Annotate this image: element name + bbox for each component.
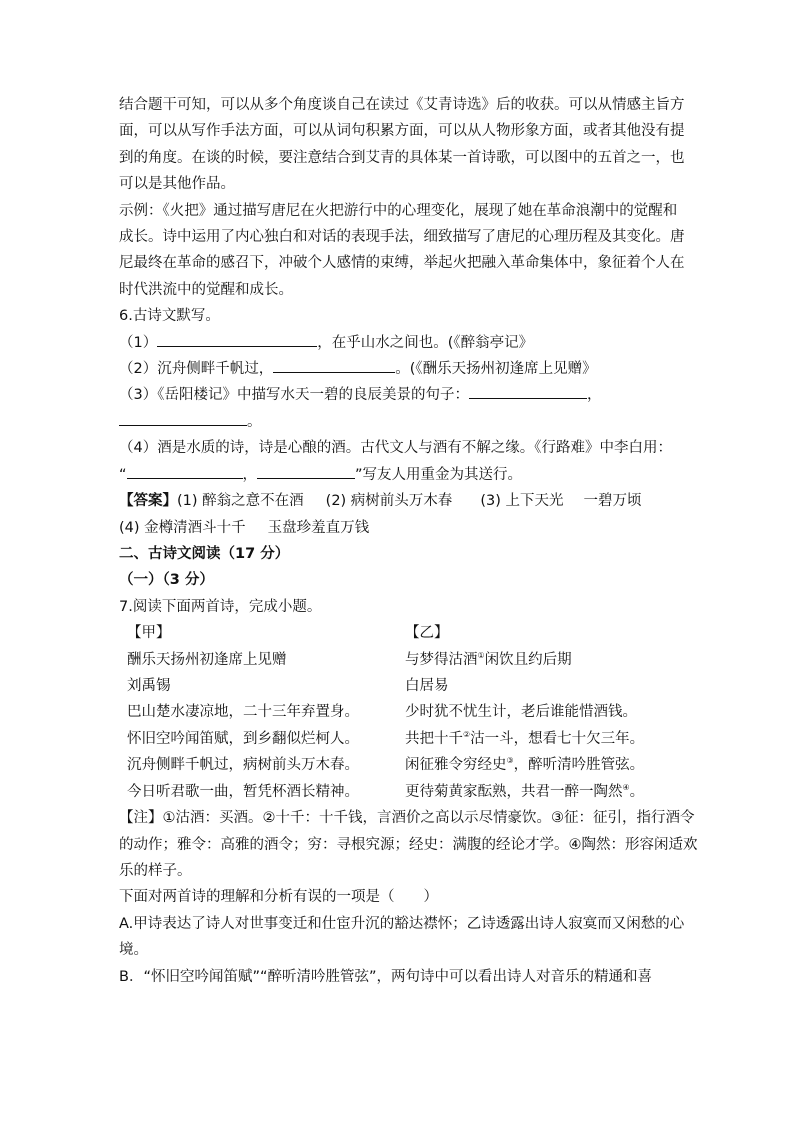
- answer-blank: [119, 411, 247, 426]
- section-2-sub: （一）（3 分）: [119, 572, 214, 589]
- note-line: 乐的样子。: [119, 862, 192, 879]
- poem-b-label: 【乙】: [405, 625, 449, 642]
- poem-a-line: 怀旧空吟闻笛赋，到乡翻似烂柯人。: [127, 730, 359, 747]
- intro-line: 到的角度。在谈的时候，要注意结合到艾青的具体某一首诗歌，可以图中的五首之一，也: [119, 149, 685, 166]
- poem-b-line: 更待菊黄家酝熟，共君一醉一陶然④。: [405, 782, 645, 800]
- example-line: 尼最终在革命的感召下，冲破个人感情的束缚，举起火把融入革命集体中，象征着个人在: [119, 255, 685, 272]
- answer-3a: (3) 上下天光: [480, 493, 564, 510]
- example-line: 成长。诗中运用了内心独白和对话的表现手法，细致描写了唐尼的心理历程及其变化。唐: [119, 229, 685, 246]
- option-a: A.甲诗表达了诗人对世事变迁和仕宦升沉的豁达襟怀；乙诗透露出诗人寂寞而又闲愁的心: [119, 915, 685, 932]
- answer-blank: [127, 464, 243, 479]
- poem-a: [127, 620, 359, 805]
- poem-b-line: 少时犹不忧生计，老后谁能惜酒钱。: [405, 704, 637, 721]
- poem-a-line: 巴山楚水凄凉地，二十三年弃置身。: [127, 704, 359, 721]
- item-prefix: （3）《岳阳楼记》中描写水天一碧的良辰美景的句子：: [119, 387, 469, 404]
- item-prefix: （2）沉舟侧畔千帆过，: [119, 361, 274, 378]
- intro-line: 结合题干可知，可以从多个角度谈自己在读过《艾青诗选》后的收获。可以从情感主旨方: [119, 97, 685, 113]
- item-prefix: （1）: [119, 334, 158, 351]
- answer-line-1: [119, 488, 679, 514]
- quote-comma: ，: [242, 466, 258, 483]
- document-page: [119, 92, 698, 990]
- poem-b-line: 共把十千②沽一斗，想看七十欠三年。: [405, 729, 645, 747]
- question-7-title: 7.阅读下面两首诗，完成小题。: [119, 598, 322, 615]
- poem-b-line: 闲征雅令穷经史③，醉听清吟胜管弦。: [405, 756, 645, 774]
- question-6-title: 6.古诗文默写。: [119, 308, 220, 325]
- answer-2: (2) 病树前头万木春: [325, 493, 453, 510]
- question-6-item-3-cont: [119, 409, 679, 435]
- answer-blank: [257, 464, 355, 479]
- note-line: 【注】①沽酒：买酒。②十千：十千钱，言酒价之高以示尽情豪饮。③征：征引，指行酒令: [119, 810, 695, 827]
- question-6-item-2: [119, 356, 679, 382]
- item-mid: ，: [586, 387, 602, 404]
- example-line: 时代洪流中的觉醒和成长。: [119, 281, 293, 298]
- poem-a-line: 沉舟侧畔千帆过，病树前头万木春。: [127, 757, 359, 774]
- item-suffix: 。(《酬乐天扬州初逢席上见赠》: [395, 361, 597, 378]
- poem-b-author: 白居易: [405, 677, 449, 694]
- question-6-item-4-cont: [119, 462, 679, 488]
- note-line: 的动作；雅令：高雅的酒令；穷：寻根究源；经史：满腹的经论才学。④陶然：形容闲适欢: [119, 836, 698, 853]
- intro-paragraph: [119, 92, 685, 303]
- poems-block: [119, 620, 679, 805]
- poem-b: [405, 620, 644, 805]
- question-6-item-4: （4）酒是水质的诗，诗是心酿的酒。古代文人与酒有不解之缘。《行路难》中李白用：: [119, 440, 672, 457]
- question-6-item-1: [119, 330, 679, 356]
- intro-line: 面，可以从写作手法方面，可以从词句积累方面，可以从人物形象方面，或者其他没有提: [119, 123, 685, 140]
- poem-b-title: 与梦得沽酒①闲饮且约后期: [405, 650, 572, 668]
- quote-tail: ”写友人用重金为其送行。: [355, 466, 523, 483]
- item-suffix: ，在乎山水之间也。(《醉翁亭记》: [317, 334, 534, 351]
- answer-blank: [469, 384, 587, 399]
- option-b: B．“怀旧空吟闻笛赋”“醉听清吟胜管弦”，两句诗中可以看出诗人对音乐的精通和喜: [119, 968, 652, 985]
- answer-3b: 一碧万顷: [583, 493, 642, 510]
- section-2-title: 二、古诗文阅读（17 分）: [119, 545, 290, 562]
- notes: [119, 805, 698, 884]
- option-a-cont: 境。: [119, 942, 148, 959]
- poem-a-author: 刘禹锡: [127, 677, 171, 694]
- answer-label: 【答案】: [119, 493, 177, 510]
- quote-open: “: [119, 466, 127, 483]
- answer-1: (1) 醉翁之意不在酒: [177, 493, 304, 510]
- answer-4b: 玉盘珍羞直万钱: [267, 519, 370, 536]
- answer-4a: (4) 金樽清酒斗十千: [119, 519, 246, 536]
- poem-a-line: 今日听君歌一曲，暂凭杯酒长精神。: [127, 783, 359, 800]
- poem-a-title: 酬乐天扬州初逢席上见赠: [127, 651, 287, 668]
- poem-a-label: 【甲】: [127, 625, 171, 642]
- item-end: 。: [247, 413, 262, 430]
- answer-blank: [273, 358, 395, 373]
- answer-line-2: [119, 515, 679, 541]
- intro-line: 可以是其他作品。: [119, 176, 235, 193]
- question-stem: 下面对两首诗的理解和分析有误的一项是（ ）: [119, 889, 438, 906]
- answer-blank: [157, 332, 317, 347]
- example-line: 示例：《火把》通过描写唐尼在火把游行中的心理变化，展现了她在革命浪潮中的觉醒和: [119, 202, 678, 219]
- question-6-item-3: [119, 382, 679, 408]
